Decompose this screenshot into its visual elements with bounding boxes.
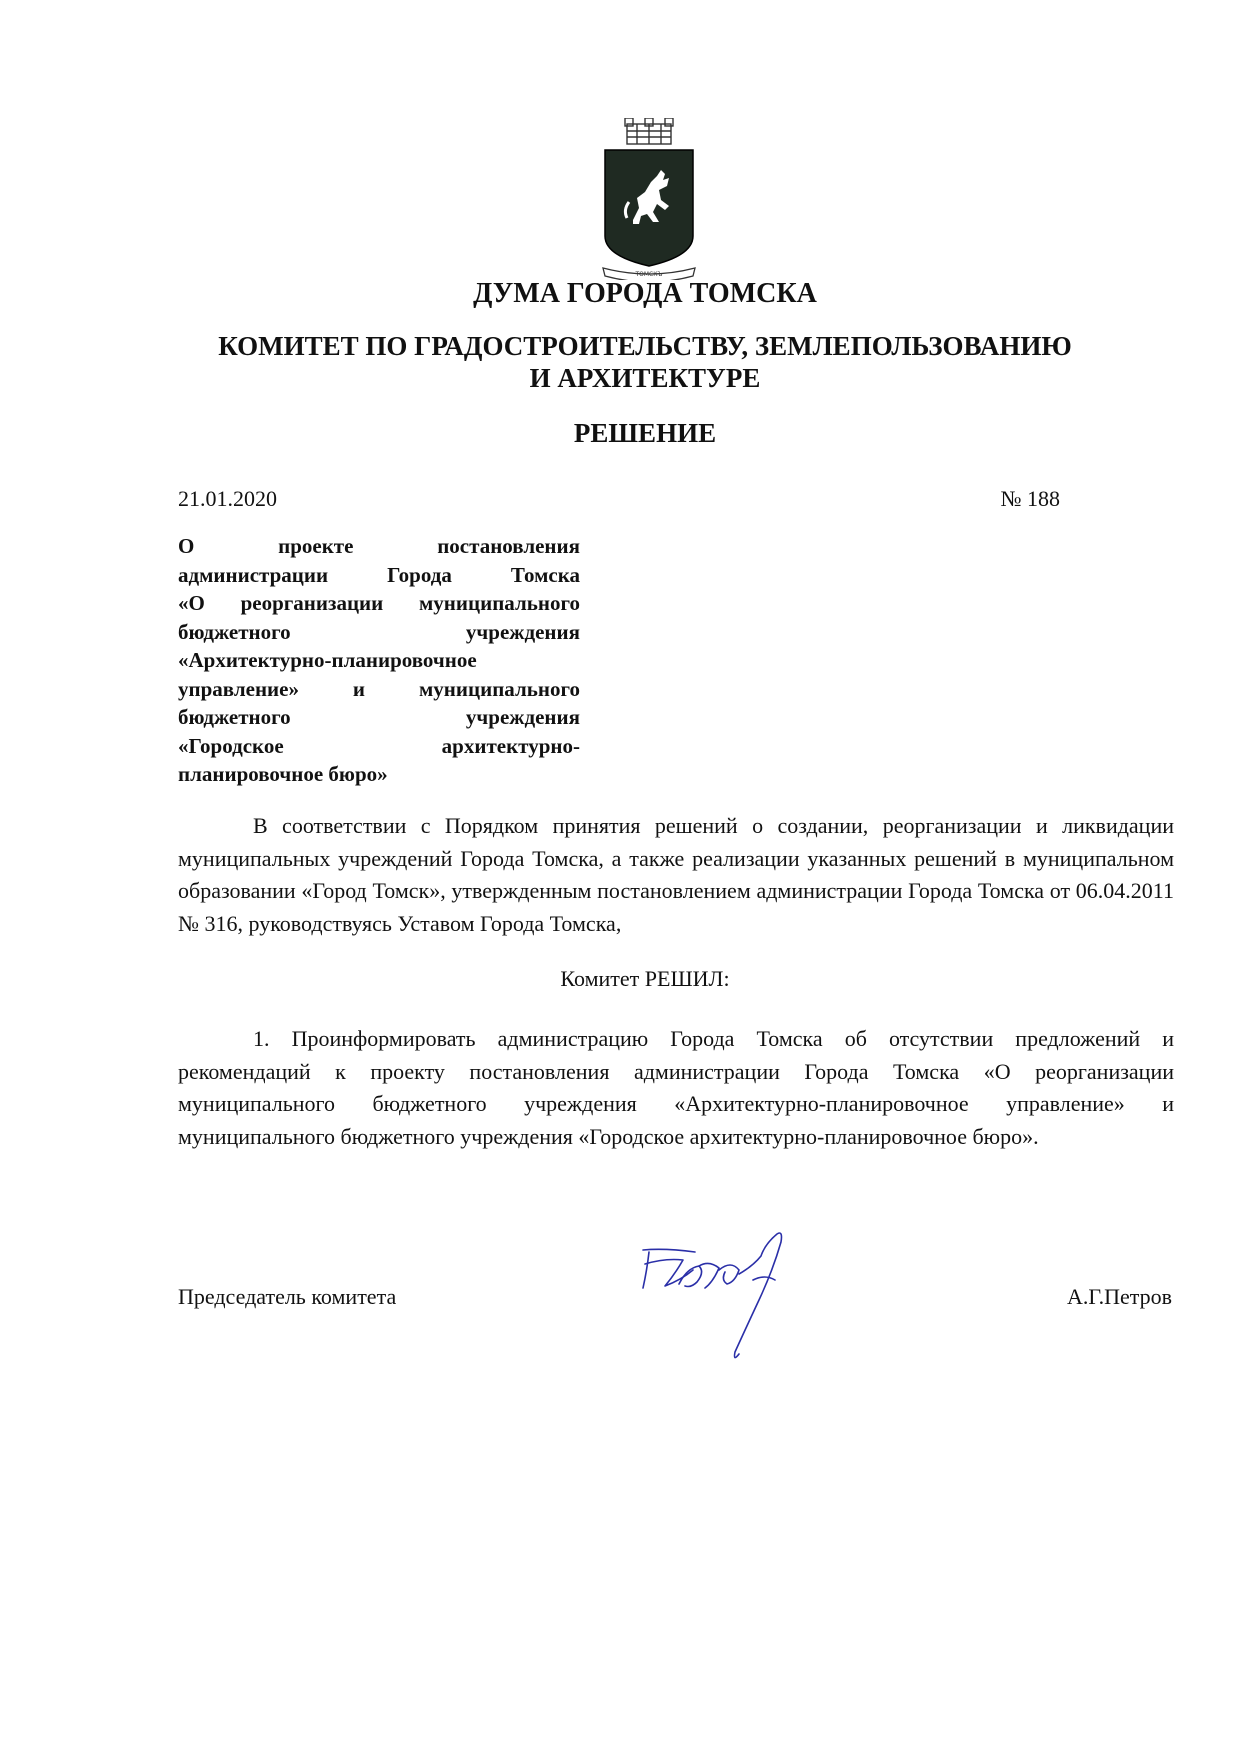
subject-line: планировочное бюро» — [178, 762, 388, 786]
tomsk-coat-of-arms-icon — [595, 118, 703, 280]
decision-date: 21.01.2020 — [178, 486, 277, 511]
signatory-title: Председатель комитета — [178, 1284, 397, 1309]
subject-line: «Городское архитектурно- — [178, 733, 580, 758]
preamble-paragraph: В соответствии с Порядком принятия решений о создании, реорганизации и ликвидации муниципальных учреждений Города Томска, а также реализации указанных решений в муниципальном образовании «Город Томск», утвержденным постановлением администрации Города Томска от 06.04.2011 № 316, руководствуясь Уставом Города Томска, — [178, 813, 1174, 936]
committee-title — [0, 330, 1240, 394]
decision-number: № 188 — [1000, 486, 1060, 511]
subject-line: управление» и муниципального — [178, 676, 580, 701]
committee-title-line1: КОМИТЕТ ПО ГРАДОСТРОИТЕЛЬСТВУ, ЗЕМЛЕПОЛЬЗОВАНИЮ — [218, 331, 1072, 361]
handwritten-signature-icon — [635, 1230, 810, 1380]
subject-line: администрации Города Томска — [178, 562, 580, 587]
subject-line: «О реорганизации муниципального — [178, 591, 580, 615]
signatory-name: А.Г.Петров — [1066, 1284, 1172, 1309]
subject-line: бюджетного учреждения — [178, 705, 580, 729]
council-title: ДУМА ГОРОДА ТОМСКА — [473, 278, 817, 309]
subject-line: «Архитектурно-планировочное — [178, 648, 477, 672]
subject-line: О проекте постановления — [178, 534, 580, 558]
resolved-heading: Комитет РЕШИЛ: — [560, 966, 730, 991]
committee-title-line2: И АРХИТЕКТУРЕ — [529, 363, 761, 393]
document-type: РЕШЕНИЕ — [573, 418, 717, 448]
emblem-motto: ТОМСКЪ — [635, 271, 663, 278]
resolution-item-1: 1. Проинформировать администрацию Города Томска об отсутствии предложений и рекомендаций к проекту постановления администрации Города Томска «О реорганизации муниципального бюджетного учреждения «Архитектурно-планировочное управление» и муниципального бюджетного учреждения «Городское архитектурно-планировочное бюро». — [178, 1026, 1174, 1149]
decision-subject — [178, 532, 580, 789]
subject-line: бюджетного учреждения — [178, 619, 580, 644]
